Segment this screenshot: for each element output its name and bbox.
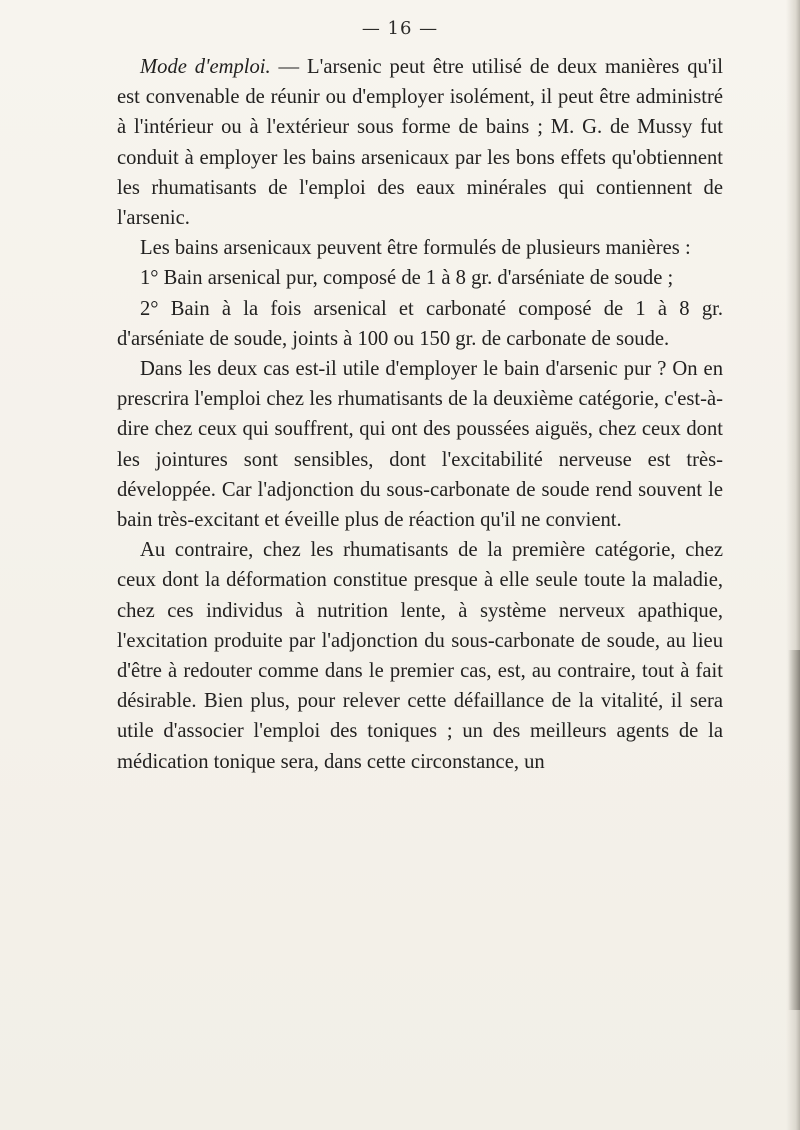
paragraph-mode-emploi [117,52,723,233]
paragraph-formulation: Les bains arsenicaux peuvent être formulés de plusieurs manières : [140,237,691,260]
list-item-bain-carbonate: 2° Bain à la fois arsenical et carbonaté composé de 1 à 8 gr. d'arséniate de soude, joints à 100 ou 150 gr. de carbonate de soude. [117,297,723,350]
list-item-bain-pur: 1° Bain arsenical pur, composé de 1 à 8 gr. d'arséniate de soude ; [140,267,674,290]
page-edge-stain [788,650,800,1010]
section-heading: Mode d'emploi. [140,56,271,78]
body-text [117,52,723,777]
page-number: — 16 — [361,18,439,39]
paragraph-text: — L'arsenic peut être utilisé de deux manières qu'il est convenable de réunir ou d'employer isolément, il peut être administré à l'intérieur ou à l'extérieur sous forme de bains ; M. G. de Mussy fut conduit à employer les bains arsenicaux par les bons effets qu'obtiennent les rhumatisants de l'emploi des eaux minérales qui contiennent de l'arsenic. [117,56,723,230]
paragraph-au-contraire: Au contraire, chez les rhumatisants de la première catégorie, chez ceux dont la déformation constitue presque à elle seule toute la maladie, chez ces individus à nutrition lente, à système nerveux apathique, l'excitation produite par l'adjonction du sous-carbonate de soude, au lieu d'être à redouter comme dans le premier cas, est, au contraire, tout à fait désirable. Bien plus, pour relever cette défaillance de la vitalité, il sera utile d'associer l'emploi des toniques ; un des meilleurs agents de la médication tonique sera, dans cette circonstance, un [117,539,723,773]
paragraph-deux-cas: Dans les deux cas est-il utile d'employer le bain d'arsenic pur ? On en prescrira l'emploi chez les rhumatisants de la deuxième catégorie, c'est-à-dire chez ceux qui souffrent, qui ont des poussées aiguës, chez ceux dont les jointures sont sensibles, dont l'excitabilité nerveuse est très-développée. Car l'adjonction du sous-carbonate de soude rend souvent le bain très-excitant et éveille plus de réaction qu'il ne convient. [117,358,723,532]
